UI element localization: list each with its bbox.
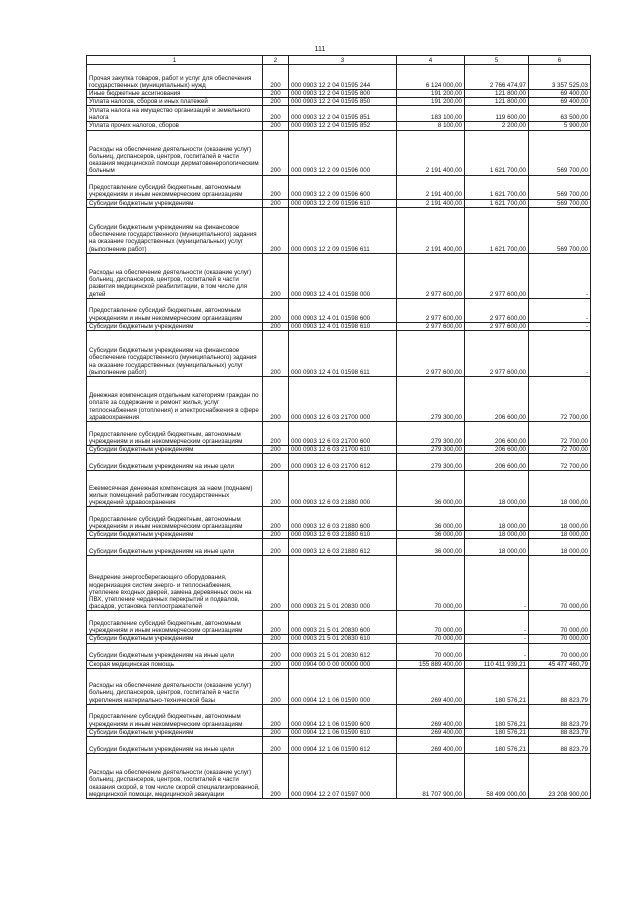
planned-amount-cell: 36 000,00 (397, 507, 465, 531)
planned-amount-cell: 269 400,00 (397, 737, 465, 754)
table-row (87, 660, 591, 668)
table-row (87, 643, 591, 660)
remainder-amount-cell: 569 700,00 (529, 175, 591, 199)
table-row (87, 175, 591, 199)
executed-amount-cell: 121 800,00 (465, 98, 529, 106)
planned-amount-cell: 279 300,00 (397, 422, 465, 446)
budget-classification-cell: 000 0904 12 1 06 01590 000 (289, 668, 397, 704)
row-code-cell: 200 (263, 322, 289, 330)
remainder-amount-cell: 70 000,00 (529, 643, 591, 660)
budget-classification-cell: 000 0903 21 5 01 20830 610 (289, 635, 397, 643)
row-code-cell: 200 (263, 331, 289, 377)
table-row (87, 446, 591, 454)
row-name-cell: Денежная компенсация отдельным категориям граждан по оплате за содержание и ремонт жилья, услуг теплоснабжения (отопления) и электроснабжения в сфере здравоохранения (87, 377, 263, 422)
executed-amount-cell: 2 977 600,00 (465, 322, 529, 330)
table-row (87, 90, 591, 98)
row-code-cell: 200 (263, 754, 289, 799)
executed-amount-cell: - (465, 635, 529, 643)
remainder-amount-cell: 70 000,00 (529, 611, 591, 635)
table-row (87, 65, 591, 90)
row-name-cell: Субсидии бюджетным учреждениям на финансовое обеспечение государственного (муниципального) задания на оказание государственных (муниципальных) услуг (выполнение работ) (87, 331, 263, 377)
planned-amount-cell: 2 191 400,00 (397, 175, 465, 199)
planned-amount-cell: 8 100,00 (397, 122, 465, 130)
planned-amount-cell: 191 200,00 (397, 90, 465, 98)
budget-classification-cell: 000 0903 21 5 01 20830 000 (289, 556, 397, 611)
planned-amount-cell: 279 300,00 (397, 446, 465, 454)
table-row (87, 454, 591, 471)
row-name-cell: Субсидии бюджетным учреждениям (87, 635, 263, 643)
row-name-cell: Уплата налогов, сборов и иных платежей (87, 98, 263, 106)
budget-classification-cell: 000 0903 21 5 01 20830 612 (289, 643, 397, 660)
executed-amount-cell: 1 621 700,00 (465, 130, 529, 175)
planned-amount-cell: 155 889 400,00 (397, 660, 465, 668)
row-name-cell: Расходы на обеспечение деятельности (оказание услуг) больниц, диспансеров, центров, госпиталей в части оказания скорой, в том числе скорой специализированной, медицинской помощи, медицинской эвакуации (87, 754, 263, 799)
planned-amount-cell: 36 000,00 (397, 539, 465, 556)
budget-classification-cell: 000 0903 12 2 09 01596 000 (289, 130, 397, 175)
executed-amount-cell: 18 000,00 (465, 507, 529, 531)
row-name-cell: Субсидии бюджетным учреждениям (87, 199, 263, 207)
row-name-cell: Расходы на обеспечение деятельности (оказание услуг) больниц, диспансеров, центров, госпиталей в части укрепления материально-технической базы (87, 668, 263, 704)
budget-classification-cell: 000 0903 12 4 01 01598 611 (289, 331, 397, 377)
row-name-cell: Уплата прочих налогов, сборов (87, 122, 263, 130)
planned-amount-cell: 70 000,00 (397, 635, 465, 643)
planned-amount-cell: 269 400,00 (397, 704, 465, 728)
executed-amount-cell: 180 576,21 (465, 668, 529, 704)
table-row (87, 754, 591, 799)
budget-classification-cell: 000 0903 12 6 03 21700 612 (289, 454, 397, 471)
remainder-amount-cell: 88 823,79 (529, 737, 591, 754)
budget-classification-cell: 000 0903 12 6 03 21880 610 (289, 531, 397, 539)
planned-amount-cell: 2 191 400,00 (397, 199, 465, 207)
remainder-amount-cell: - (529, 322, 591, 330)
executed-amount-cell: 2 977 600,00 (465, 298, 529, 322)
column-number-row (87, 56, 591, 65)
row-code-cell: 200 (263, 704, 289, 728)
row-name-cell: Субсидии бюджетным учреждениям на иные цели (87, 643, 263, 660)
table-row (87, 556, 591, 611)
row-name-cell: Внедрение энергосберегающего оборудования, модернизация систем энерго- и теплоснабжения, утепление входных дверей, замена деревянных окон на ПВХ, утепление чердачных перекрытий и подвалов, фасадов, установка теплоотражателей (87, 556, 263, 611)
row-name-cell: Субсидии бюджетным учреждениям на иные цели (87, 539, 263, 556)
executed-amount-cell: 1 621 700,00 (465, 175, 529, 199)
planned-amount-cell: 36 000,00 (397, 471, 465, 507)
budget-classification-cell: 000 0904 12 1 06 01590 610 (289, 728, 397, 736)
budget-classification-cell: 000 0903 12 6 03 21880 612 (289, 539, 397, 556)
remainder-amount-cell: 3 357 525,03 (529, 65, 591, 90)
column-header: 2 (263, 56, 289, 65)
executed-amount-cell: - (465, 611, 529, 635)
row-code-cell: 200 (263, 199, 289, 207)
planned-amount-cell: 2 191 400,00 (397, 207, 465, 253)
column-header: 6 (529, 56, 591, 65)
remainder-amount-cell: 569 700,00 (529, 199, 591, 207)
table-row (87, 122, 591, 130)
remainder-amount-cell: 72 700,00 (529, 446, 591, 454)
row-code-cell: 200 (263, 556, 289, 611)
executed-amount-cell: 180 576,21 (465, 728, 529, 736)
remainder-amount-cell: 63 500,00 (529, 106, 591, 122)
table-row (87, 199, 591, 207)
row-name-cell: Субсидии бюджетным учреждениям (87, 531, 263, 539)
remainder-amount-cell: 88 823,79 (529, 728, 591, 736)
table-row (87, 106, 591, 122)
budget-classification-cell: 000 0903 12 4 01 01598 600 (289, 298, 397, 322)
budget-execution-table (86, 55, 591, 799)
planned-amount-cell: 191 200,00 (397, 98, 465, 106)
executed-amount-cell: 206 600,00 (465, 377, 529, 422)
planned-amount-cell: 36 000,00 (397, 531, 465, 539)
remainder-amount-cell: 70 000,00 (529, 556, 591, 611)
remainder-amount-cell: 18 000,00 (529, 531, 591, 539)
row-code-cell: 200 (263, 253, 289, 298)
row-name-cell: Субсидии бюджетным учреждениям на иные цели (87, 454, 263, 471)
budget-classification-cell: 000 0903 12 2 04 01595 244 (289, 65, 397, 90)
row-code-cell: 200 (263, 122, 289, 130)
remainder-amount-cell: 5 900,00 (529, 122, 591, 130)
planned-amount-cell: 183 100,00 (397, 106, 465, 122)
row-code-cell: 200 (263, 737, 289, 754)
executed-amount-cell: 18 000,00 (465, 531, 529, 539)
row-code-cell: 200 (263, 454, 289, 471)
row-name-cell: Субсидии бюджетным учреждениям (87, 322, 263, 330)
row-name-cell: Субсидии бюджетным учреждениям (87, 728, 263, 736)
row-code-cell: 200 (263, 90, 289, 98)
row-code-cell: 200 (263, 377, 289, 422)
page-number: 111 (314, 46, 326, 53)
remainder-amount-cell: - (529, 331, 591, 377)
table-row (87, 531, 591, 539)
remainder-amount-cell: 569 700,00 (529, 130, 591, 175)
row-name-cell: Предоставление субсидий бюджетным, автономным учреждениям и иным некоммерческим организациям (87, 422, 263, 446)
budget-classification-cell: 000 0903 12 2 09 01596 600 (289, 175, 397, 199)
table-row (87, 207, 591, 253)
row-name-cell: Уплата налога на имущество организаций и земельного налога (87, 106, 263, 122)
budget-classification-cell: 000 0903 21 5 01 20830 600 (289, 611, 397, 635)
column-header: 5 (465, 56, 529, 65)
remainder-amount-cell: 72 700,00 (529, 454, 591, 471)
planned-amount-cell: 2 977 600,00 (397, 298, 465, 322)
budget-classification-cell: 000 0903 12 6 03 21700 600 (289, 422, 397, 446)
column-header: 4 (397, 56, 465, 65)
executed-amount-cell: 18 000,00 (465, 539, 529, 556)
table-row (87, 728, 591, 736)
remainder-amount-cell: 72 700,00 (529, 422, 591, 446)
budget-classification-cell: 000 0904 12 1 06 01590 612 (289, 737, 397, 754)
row-name-cell: Предоставление субсидий бюджетным, автономным учреждениям и иным некоммерческим организациям (87, 507, 263, 531)
row-code-cell: 200 (263, 728, 289, 736)
budget-classification-cell: 000 0903 12 2 04 01595 851 (289, 106, 397, 122)
table-row (87, 98, 591, 106)
column-header: 1 (87, 56, 263, 65)
table-row (87, 377, 591, 422)
row-code-cell: 200 (263, 65, 289, 90)
executed-amount-cell: 206 600,00 (465, 454, 529, 471)
row-code-cell: 200 (263, 611, 289, 635)
budget-classification-cell: 000 0903 12 2 04 01595 800 (289, 90, 397, 98)
budget-classification-cell: 000 0903 12 4 01 01598 610 (289, 322, 397, 330)
row-code-cell: 200 (263, 130, 289, 175)
remainder-amount-cell: 569 700,00 (529, 207, 591, 253)
table-body (87, 65, 591, 799)
row-name-cell: Предоставление субсидий бюджетным, автономным учреждениям и иным некоммерческим организациям (87, 611, 263, 635)
remainder-amount-cell: 88 823,79 (529, 668, 591, 704)
row-name-cell: Предоставление субсидий бюджетным, автономным учреждениям и иным некоммерческим организациям (87, 298, 263, 322)
planned-amount-cell: 2 977 600,00 (397, 253, 465, 298)
row-code-cell: 200 (263, 507, 289, 531)
row-name-cell: Расходы на обеспечение деятельности (оказание услуг) больниц, диспансеров, центров, госпиталей в части развития медицинской реабилитации, в том числе для детей (87, 253, 263, 298)
table-row (87, 611, 591, 635)
row-code-cell: 200 (263, 106, 289, 122)
executed-amount-cell: 206 600,00 (465, 446, 529, 454)
row-code-cell: 200 (263, 422, 289, 446)
planned-amount-cell: 70 000,00 (397, 643, 465, 660)
table-row (87, 422, 591, 446)
remainder-amount-cell: 69 400,00 (529, 98, 591, 106)
table-row (87, 471, 591, 507)
planned-amount-cell: 81 707 900,00 (397, 754, 465, 799)
row-name-cell: Предоставление субсидий бюджетным, автономным учреждениям и иным некоммерческим организациям (87, 704, 263, 728)
budget-classification-cell: 000 0903 12 6 03 21880 600 (289, 507, 397, 531)
planned-amount-cell: 70 000,00 (397, 611, 465, 635)
remainder-amount-cell: 23 208 900,00 (529, 754, 591, 799)
budget-classification-cell: 000 0903 12 6 03 21700 000 (289, 377, 397, 422)
executed-amount-cell: 1 621 700,00 (465, 207, 529, 253)
remainder-amount-cell: 88 823,79 (529, 704, 591, 728)
budget-classification-cell: 000 0903 12 2 09 01596 611 (289, 207, 397, 253)
executed-amount-cell: 110 411 939,21 (465, 660, 529, 668)
executed-amount-cell: 119 600,00 (465, 106, 529, 122)
table-row (87, 737, 591, 754)
planned-amount-cell: 269 400,00 (397, 728, 465, 736)
remainder-amount-cell: 18 000,00 (529, 507, 591, 531)
executed-amount-cell: 18 000,00 (465, 471, 529, 507)
table-row (87, 539, 591, 556)
planned-amount-cell: 2 977 600,00 (397, 322, 465, 330)
row-code-cell: 200 (263, 98, 289, 106)
row-code-cell: 200 (263, 668, 289, 704)
budget-classification-cell: 000 0904 12 2 07 01597 000 (289, 754, 397, 799)
executed-amount-cell: 2 977 600,00 (465, 331, 529, 377)
executed-amount-cell: 1 621 700,00 (465, 199, 529, 207)
executed-amount-cell: - (465, 556, 529, 611)
row-name-cell: Субсидии бюджетным учреждениям на финансовое обеспечение государственного (муниципального) задания на оказание государственных (муниципальных) услуг (выполнение работ) (87, 207, 263, 253)
executed-amount-cell: 58 499 000,00 (465, 754, 529, 799)
remainder-amount-cell: 72 700,00 (529, 377, 591, 422)
row-name-cell: Ежемесячная денежная компенсация за наем (поднаем) жилых помещений работникам государственных учреждений здравоохранения (87, 471, 263, 507)
remainder-amount-cell: 18 000,00 (529, 539, 591, 556)
row-name-cell: Иные бюджетные ассигнования (87, 90, 263, 98)
row-name-cell: Скорая медицинская помощь (87, 660, 263, 668)
budget-classification-cell: 000 0903 12 2 04 01595 852 (289, 122, 397, 130)
budget-classification-cell: 000 0904 00 0 00 00000 000 (289, 660, 397, 668)
executed-amount-cell: 180 576,21 (465, 704, 529, 728)
table-row (87, 704, 591, 728)
planned-amount-cell: 2 977 600,00 (397, 331, 465, 377)
budget-classification-cell: 000 0903 12 4 01 01598 000 (289, 253, 397, 298)
planned-amount-cell: 279 300,00 (397, 377, 465, 422)
executed-amount-cell: 2 766 474,97 (465, 65, 529, 90)
executed-amount-cell: 180 576,21 (465, 737, 529, 754)
remainder-amount-cell: 70 000,00 (529, 635, 591, 643)
row-code-cell: 200 (263, 446, 289, 454)
row-name-cell: Субсидии бюджетным учреждениям на иные цели (87, 737, 263, 754)
budget-classification-cell: 000 0903 12 6 03 21880 000 (289, 471, 397, 507)
remainder-amount-cell: - (529, 298, 591, 322)
planned-amount-cell: 70 000,00 (397, 556, 465, 611)
row-code-cell: 200 (263, 207, 289, 253)
remainder-amount-cell: - (529, 253, 591, 298)
row-name-cell: Прочая закупка товаров, работ и услуг для обеспечения государственных (муниципальных) нужд (87, 65, 263, 90)
row-name-cell: Расходы на обеспечение деятельности (оказание услуг) больниц, диспансеров, центров, госпиталей в части оказания медицинской помощи дерматовенерологическим больным (87, 130, 263, 175)
row-code-cell: 200 (263, 298, 289, 322)
column-header: 3 (289, 56, 397, 65)
budget-classification-cell: 000 0903 12 6 03 21700 610 (289, 446, 397, 454)
executed-amount-cell: 2 200,00 (465, 122, 529, 130)
row-code-cell: 200 (263, 660, 289, 668)
remainder-amount-cell: 69 400,00 (529, 90, 591, 98)
table-row (87, 635, 591, 643)
budget-classification-cell: 000 0903 12 2 09 01596 610 (289, 199, 397, 207)
table-row (87, 507, 591, 531)
executed-amount-cell: 121 800,00 (465, 90, 529, 98)
remainder-amount-cell: 45 477 460,79 (529, 660, 591, 668)
executed-amount-cell: 206 600,00 (465, 422, 529, 446)
planned-amount-cell: 2 191 400,00 (397, 130, 465, 175)
row-code-cell: 200 (263, 471, 289, 507)
planned-amount-cell: 269 400,00 (397, 668, 465, 704)
remainder-amount-cell: 18 000,00 (529, 471, 591, 507)
planned-amount-cell: 6 124 000,00 (397, 65, 465, 90)
executed-amount-cell: - (465, 643, 529, 660)
table-row (87, 322, 591, 330)
budget-classification-cell: 000 0903 12 2 04 01595 850 (289, 98, 397, 106)
executed-amount-cell: 2 977 600,00 (465, 253, 529, 298)
row-name-cell: Субсидии бюджетным учреждениям (87, 446, 263, 454)
table-row (87, 331, 591, 377)
row-code-cell: 200 (263, 539, 289, 556)
row-code-cell: 200 (263, 643, 289, 660)
row-code-cell: 200 (263, 531, 289, 539)
budget-classification-cell: 000 0904 12 1 06 01590 600 (289, 704, 397, 728)
table-row (87, 668, 591, 704)
table-row (87, 253, 591, 298)
table-row (87, 130, 591, 175)
row-code-cell: 200 (263, 175, 289, 199)
row-code-cell: 200 (263, 635, 289, 643)
table-row (87, 298, 591, 322)
row-name-cell: Предоставление субсидий бюджетным, автономным учреждениям и иным некоммерческим организациям (87, 175, 263, 199)
planned-amount-cell: 279 300,00 (397, 454, 465, 471)
